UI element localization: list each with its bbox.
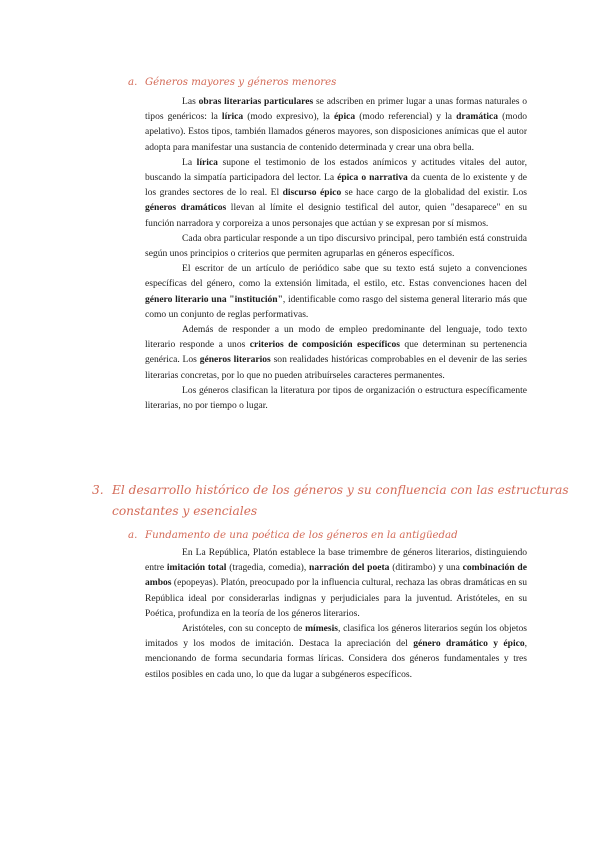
bold-term: lírica (221, 111, 244, 123)
paragraph (145, 322, 527, 383)
paragraph (145, 621, 527, 682)
text-run: llevan al límite el designio testifical del autor, quien "desaparece" en su función narradora y corporeiza a unos personajes que actúan y se expresan por sí mismos. (145, 202, 527, 229)
text-run: da cuenta de lo existente y de los grandes sectores de lo real. El (145, 172, 528, 199)
bold-term: criterios de composición específicos (249, 339, 400, 351)
text-run: En La República, Platón establece la base trimembre de géneros literarios, distinguiendo entre (145, 547, 527, 574)
section-3-title-line-2: constantes y esenciales (112, 504, 258, 518)
text-run: , clasifica los géneros literarios según los objetos imitados y los modos de imitación. Destaca la apreciación del (145, 623, 527, 650)
section-a-title: Géneros mayores y géneros menores (145, 77, 337, 88)
paragraph (145, 155, 527, 231)
section-3a-body (145, 545, 527, 682)
bold-term: combinación de ambos (145, 562, 527, 589)
section-3a-heading (128, 530, 458, 541)
bold-term: dramática (456, 111, 498, 123)
text-run: , mencionando de forma secundaria formas líricas. Considera dos géneros fundamentales y tres estilos posibles en cada uno, lo que da lugar a subgéneros específicos. (145, 638, 527, 680)
text-run: supone el testimonio de los estados anímicos y actitudes vitales del autor, buscando la simpatía participadora del lector. La (145, 156, 527, 184)
text-run: El escritor de un artículo de periódico sabe que su texto está sujeto a convenciones específicas del género, como la extensión limitada, el estilo, etc. Estas convenciones hacen del (145, 263, 527, 290)
text-run: (modo referencial) y la (355, 111, 457, 123)
section-3-heading (92, 480, 569, 522)
text-run: (epopeyas). Platón, preocupado por la influencia cultural, rechaza las obras dramáticas en su República ideal por considerarlas indignas y perjudiciales para la juventud. Aristóteles, en su Poética, profundiza en la teoría de los géneros literarios. (145, 577, 527, 619)
paragraph (145, 231, 527, 261)
paragraph (145, 261, 527, 322)
text-run: se adscriben en primer lugar a unas formas naturales o tipos genéricos: la (145, 96, 528, 123)
bold-term: género literario una "institución" (145, 293, 283, 305)
bold-term: lírica (196, 156, 218, 168)
section-3-title-1: El desarrollo histórico de los géneros y su confluencia con las estructuras (112, 483, 569, 497)
text-run: se hace cargo de la globalidad del existir. Los (341, 187, 527, 199)
text-run: Aristóteles, con su concepto de (182, 623, 306, 635)
bold-term: épica o narrativa (337, 172, 408, 184)
bold-term: narración del poeta (309, 562, 390, 574)
section-a-heading (128, 77, 336, 88)
text-run: (modo expresivo), la (243, 111, 334, 123)
bold-term: épica (333, 111, 356, 123)
text-run: (tragedia, comedia), (226, 562, 310, 574)
text-run: (modo apelativo). Estos tipos, también llamados géneros mayores, son disposiciones anímicas que el autor adopta para manifestar una sustancia de contenido determinada y crear una obra bella. (145, 111, 527, 153)
paragraph (145, 94, 527, 155)
section-3a-title: Fundamento de una poética de los géneros en la antigüedad (145, 530, 458, 541)
bold-term: géneros dramáticos (145, 202, 227, 214)
section-a-number: a. (128, 77, 138, 88)
bold-term: géneros literarios (199, 354, 271, 366)
text-run: (ditirambo) y una (389, 562, 463, 574)
bold-term: imitación total (166, 562, 227, 574)
text-run: Los géneros clasifican la literatura por tipos de organización o estructura específicamente literarias, no por tiempo o lugar. (145, 384, 527, 412)
bold-term: discurso épico (282, 187, 342, 199)
text-run: La (182, 156, 197, 168)
section-a-body (145, 94, 527, 413)
paragraph (145, 545, 527, 621)
bold-term: mímesis (305, 623, 338, 635)
section-3-title-line-1 (92, 480, 569, 501)
text-run: son realidades históricas comprobables en el devenir de las series literarias concretas, por lo que no pueden atribuírseles caracteres permanentes. (145, 354, 528, 381)
bold-term: obras literarias particulares (198, 96, 314, 107)
text-run: que determinan su pertenencia genérica. Los (145, 339, 528, 366)
text-run: , identificable como rasgo del sistema general literario más que como un conjunto de reglas performativas. (145, 293, 527, 320)
text-run: Además de responder a un modo de empleo predominante del lenguaje, todo texto literario responde a unos (145, 324, 527, 351)
text-run: Cada obra particular responde a un tipo discursivo principal, pero también está construida según unos principios o criterios que permiten agruparlas en géneros específicos. (145, 232, 527, 260)
paragraph (145, 383, 527, 413)
section-3-number: 3. (92, 483, 104, 497)
text-run: Las (182, 96, 199, 107)
bold-term: género dramático y épico (413, 638, 525, 650)
section-3a-number: a. (128, 530, 138, 541)
